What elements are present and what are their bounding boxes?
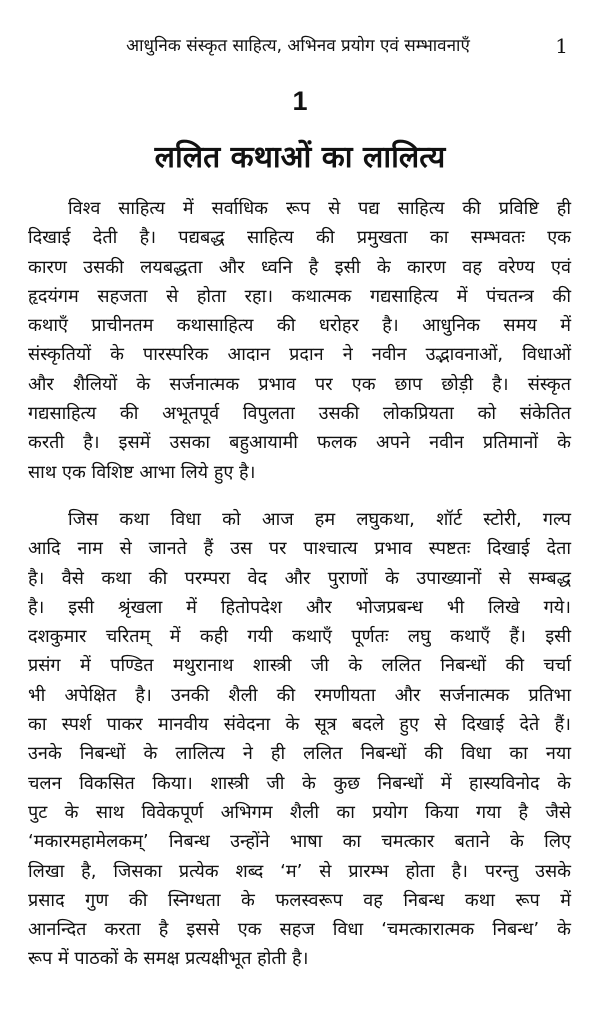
- text-line: पुट के साथ विवेकपूर्ण अभिगम शैली का प्रयोग किया गया है जैसे: [28, 801, 571, 823]
- text-line: विश्व साहित्य में सर्वाधिक रूप से पद्य साहित्य की प्रविष्टि ही: [68, 198, 571, 219]
- body-text: [28, 194, 571, 974]
- text-line: प्रसंग में पण्डित मथुरानाथ शास्त्री जी के ललित निबन्धों की चर्चा: [28, 655, 571, 677]
- paragraph-1: [28, 194, 571, 487]
- text-line: दशकुमार चरितम् में कही गयी कथाएँ पूर्णतः लघु कथाएँ हैं। इसी: [28, 626, 571, 648]
- text-line: और शैलियों के सर्जनात्मक प्रभाव पर एक छाप छोड़ी है। संस्कृत: [28, 373, 571, 395]
- text-line: जिस कथा विधा को आज हम लघुकथा, शॉर्ट स्टोरी, गल्प: [68, 508, 571, 530]
- text-line: कथाएँ प्राचीनतम कथासाहित्य की धरोहर है। आधुनिक समय में: [28, 315, 571, 337]
- running-title: आधुनिक संस्कृत साहित्य, अभिनव प्रयोग एवं सम्भावनाएँ: [126, 36, 470, 56]
- text-line: आनन्दित करता है इससे एक सहज विधा ‘चमत्कारात्मक निबन्ध’ के: [28, 919, 571, 941]
- text-line: दिखाई देती है। पद्यबद्ध साहित्य की प्रमुखता का सम्भवतः एक: [28, 227, 571, 249]
- page-number: 1: [555, 34, 568, 58]
- chapter-number: 1: [292, 86, 308, 116]
- text-line: हृदयंगम सहजता से होता रहा। कथात्मक गद्यसाहित्य में पंचतन्त्र की: [28, 285, 571, 307]
- text-line: गद्यसाहित्य की अभूतपूर्व विपुलता उसकी लोकप्रियता को संकेतित: [28, 403, 571, 425]
- text-line: आदि नाम से जानते हैं उस पर पाश्चात्य प्रभाव स्पष्टतः दिखाई देता: [28, 538, 571, 560]
- text-line: का स्पर्श पाकर मानवीय संवेदना के सूत्र बदले हुए से दिखाई देते हैं।: [28, 714, 571, 736]
- text-line: है। इसी श्रृंखला में हितोपदेश और भोजप्रबन्ध भी लिखे गये।: [28, 596, 571, 618]
- text-line: है। वैसे कथा की परम्परा वेद और पुराणों के उपाख्यानों से सम्बद्ध: [28, 567, 571, 589]
- text-line: संस्कृतियों के पारस्परिक आदान प्रदान ने नवीन उद्भावनाओं, विधाओं: [28, 344, 571, 366]
- text-line: चलन विकसित किया। शास्त्री जी के कुछ निबन्धों में हास्यविनोद के: [28, 772, 571, 794]
- text-line: करती है। इसमें उसका बहुआयामी फलक अपने नवीन प्रतिमानों के: [28, 432, 571, 454]
- text-line: उनके निबन्धों के लालित्य ने ही ललित निबन्धों की विधा का नया: [28, 743, 571, 765]
- text-line: लिखा है, जिसका प्रत्येक शब्द ‘म’ से प्रारम्भ होता है। परन्तु उसके: [28, 860, 571, 882]
- paragraph-2: [28, 505, 571, 974]
- chapter-title: ललित कथाओं का लालित्य: [154, 140, 446, 175]
- text-line: भी अपेक्षित है। उनकी शैली की रमणीयता और सर्जनात्मक प्रतिभा: [28, 684, 571, 706]
- text-line: ‘मकारमहामेलकम्’ निबन्ध उन्होंने भाषा का चमत्कार बताने के लिए: [28, 831, 571, 853]
- running-header: [0, 32, 600, 62]
- text-line: कारण उसकी लयबद्धता और ध्वनि है इसी के कारण वह वरेण्य एवं: [28, 256, 571, 278]
- text-line: साथ एक विशिष्ट आभा लिये हुए है।: [28, 461, 256, 483]
- text-line: प्रसाद गुण की स्निग्धता के फलस्वरूप वह निबन्ध कथा रूप में: [28, 889, 571, 911]
- text-line: रूप में पाठकों के समक्ष प्रत्यक्षीभूत होती है।: [28, 948, 309, 970]
